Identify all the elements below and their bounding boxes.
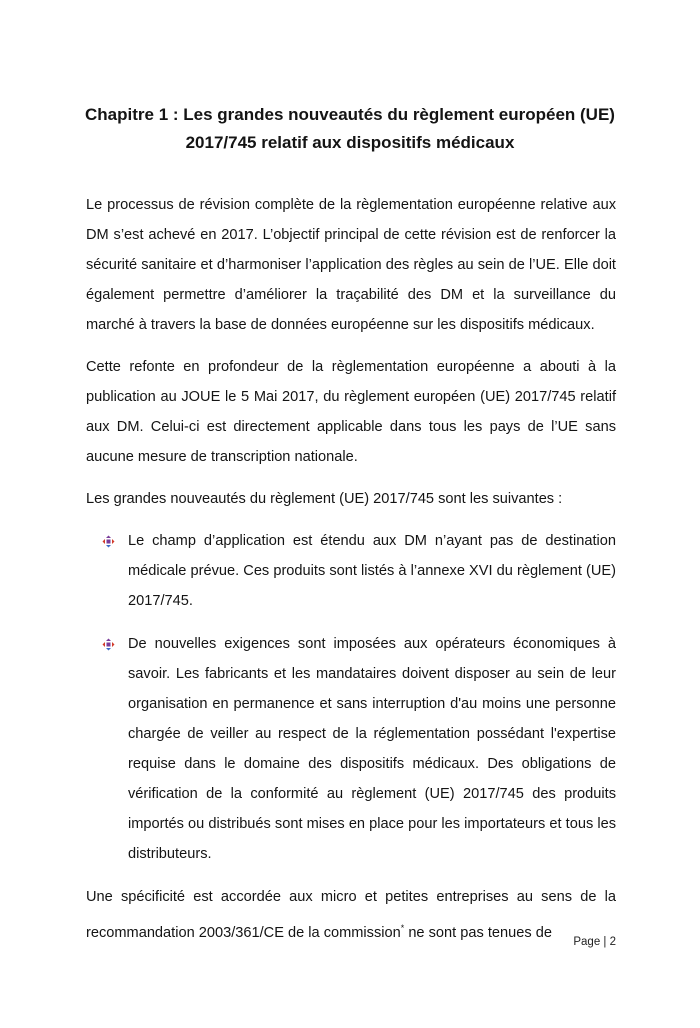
paragraph-specificity xyxy=(86,882,616,948)
specificity-text-end: ne sont pas tenues de xyxy=(404,924,552,941)
chapter-title-line-1: Chapitre 1 : Les grandes nouveautés du règlement européen (UE) xyxy=(85,105,615,124)
arrow-bullet-icon xyxy=(102,535,115,548)
page-number: Page | 2 xyxy=(573,936,616,948)
list-item xyxy=(86,629,616,869)
paragraph-publication: Cette refonte en profondeur de la règlementation européenne a abouti à la publication au JOUE le 5 Mai 2017, du règlement européen (UE) 2017/745 relatif aux DM. Celui-ci est directement applicable dans tous les pays de l’UE sans aucune mesure de transcription nationale. xyxy=(86,359,616,465)
list-item xyxy=(86,526,616,616)
paragraph-intro: Le processus de révision complète de la règlementation européenne relative aux DM s’est achevé en 2017. L’objectif principal de cette révision est de renforcer la sécurité sanitaire et d’harmoniser l’application des règles au sein de l’UE. Elle doit également permettre d’améliorer la traçabilité des DM et la surveillance du marché à travers la base de données européenne sur les dispositifs médicaux. xyxy=(86,197,616,333)
specificity-text: Une spécificité est accordée aux micro et petites entreprises au sens de la recommandation 2003/361/CE de la commission xyxy=(86,889,616,941)
body-text xyxy=(86,190,616,957)
paragraph-list-intro: Les grandes nouveautés du règlement (UE) 2017/745 sont les suivantes : xyxy=(86,491,563,507)
list-item-text: De nouvelles exigences sont imposées aux opérateurs économiques à savoir. Les fabricants et les mandataires doivent disposer au sein de leur organisation en permanence et sans interruption d'au moins une personne chargée de veiller au respect de la réglementation possédant l'expertise requise dans le domaine des dispositifs médicaux. Des obligations de vérification de la conformité au règlement (UE) 2017/745 des produits importés ou distribués sont mises en place pour les importateurs et tous les distributeurs. xyxy=(128,636,616,862)
footnote-marker: * xyxy=(400,922,405,933)
chapter-title-line-2: 2017/745 relatif aux dispositifs médicaux xyxy=(185,133,515,152)
list-item-text: Le champ d’application est étendu aux DM n’ayant pas de destination médicale prévue. Ces produits sont listés à l’annexe XVI du règlement (UE) 2017/745. xyxy=(128,533,616,609)
nouveautes-list xyxy=(86,526,616,869)
chapter-title xyxy=(70,101,630,157)
arrow-bullet-icon xyxy=(102,638,115,651)
